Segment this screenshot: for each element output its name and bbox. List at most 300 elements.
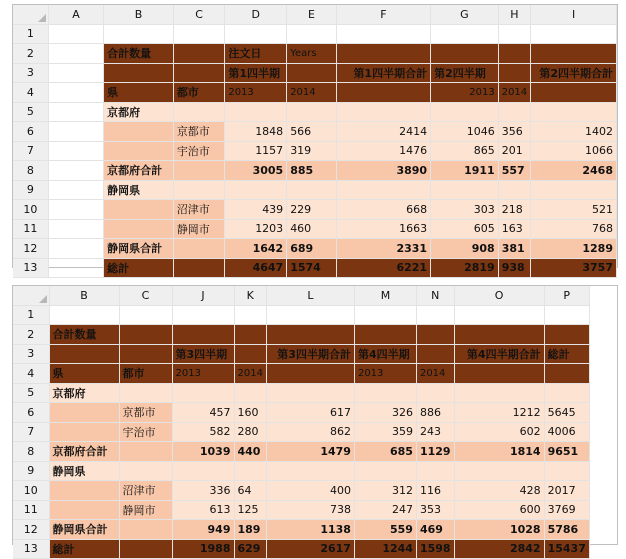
subtotal-cell[interactable]: 9651 [544,442,589,462]
cell[interactable] [48,141,103,161]
city-row [13,500,589,520]
cell[interactable] [498,63,530,83]
row-header[interactable]: 3 [13,344,49,364]
cell[interactable] [498,102,530,122]
column-header-e[interactable]: E [287,5,337,24]
cell[interactable] [48,24,103,44]
year-header[interactable]: 2014 [234,364,266,384]
row-header[interactable]: 4 [13,83,48,103]
value-cell[interactable]: 617 [266,403,354,423]
cell[interactable] [354,305,416,325]
row-header[interactable]: 4 [13,364,49,384]
cell[interactable] [266,325,354,345]
cell[interactable] [172,461,234,481]
cell[interactable] [454,383,544,403]
cell[interactable] [173,258,225,278]
cell[interactable] [119,520,172,540]
column-header-j[interactable]: J [172,286,234,305]
subtotal-label[interactable]: 静岡県合計 [49,520,119,540]
subtotal-cell[interactable]: 689 [287,239,337,259]
cell[interactable] [48,122,103,142]
row-header[interactable]: 5 [13,102,48,122]
city-label[interactable]: 沼津市 [119,481,172,501]
city-label[interactable]: 沼津市 [173,200,225,220]
value-cell[interactable]: 1212 [454,403,544,423]
cell[interactable] [172,383,234,403]
value-cell[interactable]: 319 [287,141,337,161]
subtotal-cell[interactable]: 559 [354,520,416,540]
city-row [13,200,617,220]
value-cell[interactable]: 116 [416,481,454,501]
subtotal-cell[interactable]: 3005 [225,161,287,181]
subtotal-cell[interactable]: 1642 [225,239,287,259]
cell[interactable] [173,102,225,122]
value-cell[interactable]: 280 [234,422,266,442]
value-cell[interactable]: 521 [531,200,617,220]
subtotal-cell[interactable]: 685 [354,442,416,462]
grand-total-cell[interactable]: 3757 [531,258,617,278]
value-cell[interactable]: 862 [266,422,354,442]
sheet-row [13,305,589,325]
value-cell[interactable]: 457 [172,403,234,423]
cell[interactable] [48,239,103,259]
value-cell[interactable]: 1157 [225,141,287,161]
grand-total-cell[interactable]: 15437 [544,539,589,559]
row-header[interactable]: 6 [13,403,49,423]
value-cell[interactable]: 3769 [544,500,589,520]
row-header[interactable]: 10 [13,200,48,220]
prefecture-header-row [13,461,589,481]
subtotal-label[interactable]: 静岡県合計 [104,239,174,259]
cell[interactable] [225,180,287,200]
value-cell[interactable]: 738 [266,500,354,520]
row-header[interactable]: 6 [13,122,48,142]
grand-total-cell[interactable]: 2842 [454,539,544,559]
row-header[interactable]: 5 [13,383,49,403]
cell[interactable] [49,344,119,364]
value-cell[interactable]: 582 [172,422,234,442]
cell[interactable] [119,461,172,481]
cell[interactable] [416,344,454,364]
prefecture-header-row [13,383,589,403]
subtotal-cell[interactable]: 440 [234,442,266,462]
cell[interactable] [172,325,234,345]
column-header-c[interactable]: C [173,5,225,24]
column-header-m[interactable]: M [354,286,416,305]
grand-total-cell[interactable]: 1574 [287,258,337,278]
row-header[interactable]: 7 [13,422,49,442]
cell[interactable] [49,481,119,501]
year-header[interactable]: 2013 [225,83,287,103]
year-header[interactable]: 2013 [354,364,416,384]
pivot-data-field-label[interactable]: 合計数量 [104,44,174,64]
cell[interactable] [531,24,617,44]
cell[interactable] [266,364,354,384]
column-header-b[interactable]: B [104,5,174,24]
cell[interactable] [173,63,225,83]
value-cell[interactable]: 668 [336,200,430,220]
cell[interactable] [531,83,617,103]
cell[interactable] [454,325,544,345]
city-label[interactable]: 宇治市 [119,422,172,442]
quarter-header[interactable]: 第4四半期 [354,344,416,364]
pivot-column-field-label[interactable]: 注文日 [225,44,287,64]
subtotal-cell[interactable]: 2468 [531,161,617,181]
row-header[interactable]: 8 [13,442,49,462]
cell[interactable] [104,141,174,161]
value-cell[interactable]: 400 [266,481,354,501]
cell[interactable] [48,200,103,220]
cell[interactable] [173,161,225,181]
cell[interactable] [354,325,416,345]
grand-total-cell[interactable]: 1988 [172,539,234,559]
cell[interactable] [336,44,430,64]
value-cell[interactable]: 303 [431,200,499,220]
sheet-row [13,325,589,345]
value-cell[interactable]: 2017 [544,481,589,501]
sheet-row [13,364,589,384]
value-cell[interactable]: 359 [354,422,416,442]
subtotal-cell[interactable]: 1289 [531,239,617,259]
grand-total-cell[interactable]: 1244 [354,539,416,559]
prefecture-label[interactable]: 静岡県 [104,180,174,200]
value-cell[interactable]: 566 [287,122,337,142]
value-cell[interactable]: 160 [234,403,266,423]
cell[interactable] [454,364,544,384]
year-header[interactable]: 2014 [498,83,530,103]
city-field-header[interactable]: 都市 [173,83,225,103]
grand-total-header[interactable]: 総計 [544,344,589,364]
cell[interactable] [416,305,454,325]
value-cell[interactable]: 768 [531,219,617,239]
row-header[interactable]: 11 [13,219,48,239]
subtotal-cell[interactable]: 1138 [266,520,354,540]
value-cell[interactable]: 64 [234,481,266,501]
subtotal-cell[interactable]: 1911 [431,161,499,181]
subtotal-cell[interactable]: 1039 [172,442,234,462]
value-cell[interactable]: 1066 [531,141,617,161]
column-header-d[interactable]: D [225,5,287,24]
year-header[interactable]: 2014 [416,364,454,384]
grand-total-cell[interactable]: 6221 [336,258,430,278]
column-header-f[interactable]: F [336,5,430,24]
cell[interactable] [266,461,354,481]
value-cell[interactable]: 247 [354,500,416,520]
grand-total-label[interactable]: 総計 [49,539,119,559]
pivot-data-field-label[interactable]: 合計数量 [49,325,119,345]
value-cell[interactable]: 229 [287,200,337,220]
city-field-header[interactable]: 都市 [119,364,172,384]
subtotal-cell[interactable]: 381 [498,239,530,259]
cell[interactable] [287,24,337,44]
value-cell[interactable]: 613 [172,500,234,520]
cell[interactable] [48,83,103,103]
subtotal-cell[interactable]: 189 [234,520,266,540]
value-cell[interactable]: 336 [172,481,234,501]
column-header-g[interactable]: G [431,5,499,24]
value-cell[interactable]: 602 [454,422,544,442]
subtotal-cell[interactable]: 2331 [336,239,430,259]
cell[interactable] [119,383,172,403]
subtotal-cell[interactable]: 949 [172,520,234,540]
city-row [13,422,589,442]
subtotal-cell[interactable]: 5786 [544,520,589,540]
subtotal-label[interactable]: 京都府合計 [49,442,119,462]
cell[interactable] [336,180,430,200]
subtotal-cell[interactable]: 3890 [336,161,430,181]
cell[interactable] [48,44,103,64]
cell[interactable] [119,325,172,345]
cell[interactable] [287,63,337,83]
cell[interactable] [173,44,225,64]
value-cell[interactable]: 326 [354,403,416,423]
value-cell[interactable]: 353 [416,500,454,520]
cell[interactable] [498,180,530,200]
cell[interactable] [173,239,225,259]
cell[interactable] [266,305,354,325]
prefecture-field-header[interactable]: 県 [49,364,119,384]
cell[interactable] [48,219,103,239]
grand-total-cell[interactable]: 938 [498,258,530,278]
select-all-corner[interactable] [13,286,49,305]
quarter-total-header[interactable]: 第4四半期合計 [454,344,544,364]
column-header-l[interactable]: L [266,286,354,305]
column-header-b[interactable]: B [49,286,119,305]
row-header[interactable]: 2 [13,44,48,64]
cell[interactable] [531,102,617,122]
cell[interactable] [173,24,225,44]
cell[interactable] [431,24,499,44]
row-header[interactable]: 9 [13,180,48,200]
cell[interactable] [48,63,103,83]
cell[interactable] [544,305,589,325]
value-cell[interactable]: 1203 [225,219,287,239]
cell[interactable] [531,44,617,64]
value-cell[interactable]: 5645 [544,403,589,423]
cell[interactable] [336,102,430,122]
pivot-grid-top [13,5,617,278]
cell[interactable] [48,161,103,181]
cell[interactable] [354,461,416,481]
value-cell[interactable]: 439 [225,200,287,220]
prefecture-label[interactable]: 京都府 [49,383,119,403]
prefecture-header-row [13,180,617,200]
cell[interactable] [104,24,174,44]
subtotal-cell[interactable]: 557 [498,161,530,181]
value-cell[interactable]: 2414 [336,122,430,142]
row-header[interactable]: 11 [13,500,49,520]
cell[interactable] [454,461,544,481]
cell[interactable] [416,325,454,345]
subtotal-cell[interactable]: 1028 [454,520,544,540]
cell[interactable] [225,102,287,122]
cell[interactable] [225,24,287,44]
value-cell[interactable]: 312 [354,481,416,501]
cell[interactable] [544,325,589,345]
cell[interactable] [416,461,454,481]
quarter-total-header[interactable]: 第3四半期合計 [266,344,354,364]
column-header-p[interactable]: P [544,286,589,305]
cell[interactable] [498,24,530,44]
quarter-total-header[interactable]: 第2四半期合計 [531,63,617,83]
row-header[interactable]: 12 [13,520,49,540]
grand-total-cell[interactable]: 629 [234,539,266,559]
value-cell[interactable]: 1046 [431,122,499,142]
value-cell[interactable]: 886 [416,403,454,423]
subtotal-label[interactable]: 京都府合計 [104,161,174,181]
value-cell[interactable]: 1663 [336,219,430,239]
cell[interactable] [454,305,544,325]
column-header-c[interactable]: C [119,286,172,305]
grand-total-cell[interactable]: 2819 [431,258,499,278]
cell[interactable] [172,305,234,325]
city-label[interactable]: 京都市 [119,403,172,423]
column-header-a[interactable]: A [48,5,103,24]
cell[interactable] [104,63,174,83]
cell[interactable] [48,258,103,278]
cell[interactable] [234,383,266,403]
cell[interactable] [431,102,499,122]
subtotal-cell[interactable]: 1814 [454,442,544,462]
row-header[interactable]: 13 [13,258,48,278]
value-cell[interactable]: 356 [498,122,530,142]
cell[interactable] [336,83,430,103]
value-cell[interactable]: 460 [287,219,337,239]
value-cell[interactable]: 605 [431,219,499,239]
row-header[interactable]: 10 [13,481,49,501]
value-cell[interactable]: 125 [234,500,266,520]
city-label[interactable]: 静岡市 [119,500,172,520]
row-header[interactable]: 1 [13,24,48,44]
subtotal-cell[interactable]: 1479 [266,442,354,462]
city-label[interactable]: 宇治市 [173,141,225,161]
cell[interactable] [354,383,416,403]
subtotal-cell[interactable]: 469 [416,520,454,540]
cell[interactable] [531,180,617,200]
column-header-i[interactable]: I [531,5,617,24]
column-header-h[interactable]: H [498,5,530,24]
cell[interactable] [48,180,103,200]
row-header[interactable]: 3 [13,63,48,83]
column-header-n[interactable]: N [416,286,454,305]
cell[interactable] [104,200,174,220]
cell[interactable] [49,305,119,325]
grand-total-cell[interactable]: 4647 [225,258,287,278]
quarter-total-header[interactable]: 第1四半期合計 [336,63,430,83]
cell[interactable] [498,44,530,64]
subtotal-row [13,520,589,540]
prefecture-label[interactable]: 京都府 [104,102,174,122]
cell[interactable] [234,344,266,364]
row-header[interactable]: 8 [13,161,48,181]
cell[interactable] [336,24,430,44]
cell[interactable] [266,383,354,403]
cell[interactable] [234,325,266,345]
value-cell[interactable]: 1402 [531,122,617,142]
city-row [13,141,617,161]
cell[interactable] [544,364,589,384]
value-cell[interactable]: 600 [454,500,544,520]
cell[interactable] [104,122,174,142]
grand-total-cell[interactable]: 1598 [416,539,454,559]
cell[interactable] [119,305,172,325]
select-all-corner[interactable] [13,5,48,24]
sheet-row [13,44,617,64]
value-cell[interactable]: 218 [498,200,530,220]
cell[interactable] [431,180,499,200]
cell[interactable] [234,461,266,481]
value-cell[interactable]: 1848 [225,122,287,142]
year-header[interactable]: 2013 [431,83,499,103]
value-cell[interactable]: 201 [498,141,530,161]
cell[interactable] [48,102,103,122]
sheet-row [13,63,617,83]
row-header[interactable]: 13 [13,539,49,559]
cell[interactable] [431,44,499,64]
value-cell[interactable]: 243 [416,422,454,442]
cell[interactable] [119,442,172,462]
cell[interactable] [49,403,119,423]
subtotal-cell[interactable]: 908 [431,239,499,259]
cell[interactable] [287,102,337,122]
cell[interactable] [287,180,337,200]
cell[interactable] [104,219,174,239]
pivot-grid-bottom [13,286,590,559]
cell[interactable] [119,344,172,364]
column-header-row [13,286,589,305]
year-header[interactable]: 2014 [287,83,337,103]
cell[interactable] [544,461,589,481]
cell[interactable] [416,383,454,403]
city-label[interactable]: 静岡市 [173,219,225,239]
row-header[interactable]: 1 [13,305,49,325]
row-header[interactable]: 12 [13,239,48,259]
grand-total-cell[interactable]: 2617 [266,539,354,559]
column-header-k[interactable]: K [234,286,266,305]
grand-total-label[interactable]: 総計 [104,258,174,278]
prefecture-label[interactable]: 静岡県 [49,461,119,481]
quarter-header[interactable]: 第3四半期 [172,344,234,364]
value-cell[interactable]: 1476 [336,141,430,161]
year-header[interactable]: 2013 [172,364,234,384]
subtotal-row [13,442,589,462]
quarter-header[interactable]: 第2四半期 [431,63,499,83]
city-label[interactable]: 京都市 [173,122,225,142]
city-row [13,403,589,423]
cell[interactable] [234,305,266,325]
quarter-header[interactable]: 第1四半期 [225,63,287,83]
pivot-years-field[interactable]: Years [287,44,337,64]
sheet-row [13,344,589,364]
value-cell[interactable]: 4006 [544,422,589,442]
row-header[interactable]: 2 [13,325,49,345]
subtotal-cell[interactable]: 1129 [416,442,454,462]
row-header[interactable]: 7 [13,141,48,161]
subtotal-cell[interactable]: 885 [287,161,337,181]
cell[interactable] [49,422,119,442]
value-cell[interactable]: 163 [498,219,530,239]
column-header-row [13,5,617,24]
column-header-o[interactable]: O [454,286,544,305]
prefecture-field-header[interactable]: 県 [104,83,174,103]
value-cell[interactable]: 428 [454,481,544,501]
cell[interactable] [544,383,589,403]
sheet-row [13,83,617,103]
value-cell[interactable]: 865 [431,141,499,161]
cell[interactable] [49,500,119,520]
cell[interactable] [173,180,225,200]
row-header[interactable]: 9 [13,461,49,481]
